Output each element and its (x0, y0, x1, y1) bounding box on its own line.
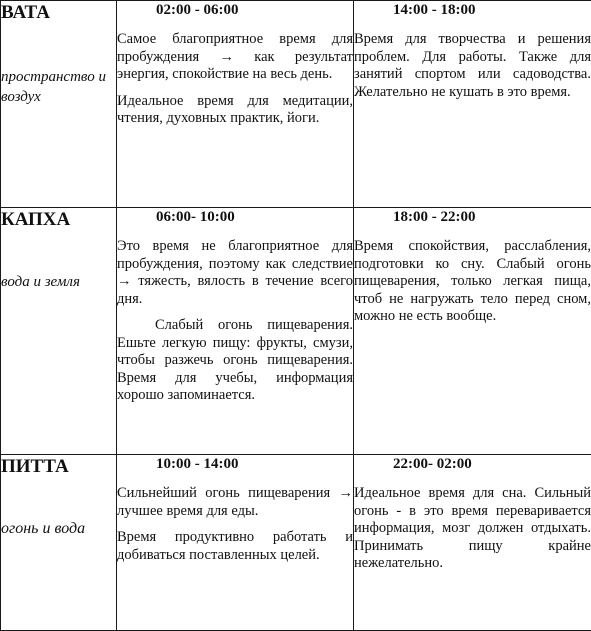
time-cell-evening (354, 1, 591, 208)
table-row-kapha (1, 208, 591, 455)
description-paragraph: Время спокойствия, расслабления, подготовки ко сну. Слабый огонь пищеварения, только легкая пища, чтоб не нагружать тело перед сном, можно не есть вообще. (354, 238, 591, 326)
time-range: 06:00- 10:00 (117, 208, 353, 226)
time-cell-morning (117, 455, 354, 631)
description-paragraph: Слабый огонь пищеварения. Ешьте легкую пищу: фрукты, смузи, чтобы разжечь огонь пищеварения. Время для учебы, информация хорошо запоминается. (117, 317, 353, 405)
time-cell-morning (117, 1, 354, 208)
time-range: 02:00 - 06:00 (117, 1, 353, 19)
description-paragraph: Идеальное время для медитации, чтения, духовных практик, йоги. (117, 93, 353, 128)
dosha-cell (1, 1, 117, 208)
description-paragraph: Это время не благоприятное для пробуждения, поэтому как следствие → тяжесть, вялость в течение всего дня. (117, 238, 353, 308)
time-cell-morning (117, 208, 354, 455)
time-cell-evening (354, 455, 591, 631)
dosha-elements: огонь и вода (1, 519, 116, 539)
dosha-elements: пространство и воздух (1, 67, 116, 107)
table-row-pitta (1, 455, 591, 631)
description-paragraph: Время продуктивно работать и добиваться поставленных целей. (117, 529, 353, 564)
dosha-elements: вода и земля (1, 272, 116, 292)
dosha-cell (1, 455, 117, 631)
description-paragraph: Идеальное время для сна. Сильный огонь - в это время переваривается информация, мозг должен отдыхать. Принимать пищу крайне нежелательно. (354, 485, 591, 573)
dosha-name: ВАТА (1, 1, 116, 25)
time-cell-evening (354, 208, 591, 455)
dosha-name: КАПХА (1, 208, 116, 232)
table-row-vata (1, 1, 591, 208)
description-paragraph: Время для творчества и решения проблем. Для работы. Также для занятий спортом или садоводства. Желательно не кушать в это время. (354, 31, 591, 101)
time-range: 22:00- 02:00 (354, 455, 591, 473)
time-range: 18:00 - 22:00 (354, 208, 591, 226)
dosha-name: ПИТТА (1, 455, 116, 479)
description-paragraph: Самое благоприятное время для пробуждения → как результат энергия, спокойствие на весь день. (117, 31, 353, 84)
dosha-cell (1, 208, 117, 455)
description-paragraph: Сильнейший огонь пищеварения → лучшее время для еды. (117, 485, 353, 520)
time-range: 14:00 - 18:00 (354, 1, 591, 19)
time-range: 10:00 - 14:00 (117, 455, 353, 473)
